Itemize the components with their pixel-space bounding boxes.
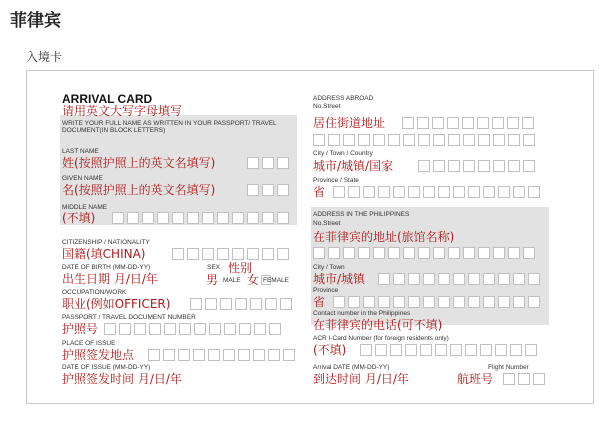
acr-boxes[interactable] (360, 344, 537, 356)
flight-number-note: 航班号 (457, 372, 494, 386)
place-of-issue-note: 护照签发地点 (62, 348, 135, 362)
occupation-label: OCCUPATION/WORK (62, 289, 127, 296)
female-label: FEMALE (263, 277, 290, 284)
sex-label: SEX (207, 264, 221, 271)
passport-number-label: PASSPORT / TRAVEL DOCUMENT NUMBER (62, 314, 196, 321)
address-abroad-province-note: 省 (313, 185, 326, 199)
occupation-note: 职业(例如OFFICER) (62, 297, 171, 311)
address-abroad-label: ADDRESS ABROAD (313, 95, 374, 102)
flight-number-label: Flight Number (488, 364, 529, 371)
dob-note: 出生日期 月/日/年 (62, 272, 158, 286)
citizenship-note: 国籍(填CHINA) (62, 247, 146, 261)
place-of-issue-label: PLACE OF ISSUE (62, 340, 116, 347)
ph-address-street-boxes[interactable] (313, 247, 535, 259)
name-instruction: WRITE YOUR FULL NAME AS WRITTEN IN YOUR PASSPORT/ TRAVEL DOCUMENT(IN BLOCK LETTERS) (62, 120, 277, 134)
passport-number-boxes[interactable] (104, 323, 281, 335)
given-name-boxes[interactable] (247, 184, 289, 196)
given-name-note: 名(按照护照上的英文名填写) (62, 183, 216, 197)
address-abroad-city-label: City / Town / Country (313, 150, 373, 157)
date-of-issue-note: 护照签发时间 月/日/年 (62, 372, 182, 386)
address-abroad-city-note: 城市/城镇/国家 (313, 159, 394, 173)
male-note: 男 (206, 273, 219, 287)
acr-label: ACR I-Card Number (for foreign residents only) (313, 335, 449, 342)
address-abroad-city-boxes[interactable] (418, 160, 535, 172)
address-abroad-street-boxes[interactable] (402, 117, 534, 129)
citizenship-label: CITIZENSHIP / NATIONALITY (62, 239, 150, 246)
ph-address-label: ADDRESS IN THE PHILIPPINES (313, 211, 410, 218)
contact-number-note: 在菲律宾的电话(可不填) (313, 318, 443, 332)
ph-city-note: 城市/城镇 (313, 272, 366, 286)
ph-province-note: 省 (313, 295, 326, 309)
address-abroad-street-label: No.Street (313, 103, 341, 110)
address-abroad-street-note: 居住街道地址 (313, 116, 386, 130)
ph-city-label: City / Town (313, 264, 345, 271)
arrival-date-label: Arrival DATE (MM-DD-YY) (313, 364, 390, 371)
contact-number-label: Contact number in the Philippines (313, 310, 411, 317)
passport-number-note: 护照号 (62, 322, 99, 336)
address-abroad-province-boxes[interactable] (333, 186, 540, 198)
address-abroad-province-label: Province / State (313, 177, 359, 184)
place-of-issue-boxes[interactable] (148, 349, 295, 361)
last-name-boxes[interactable] (247, 157, 289, 169)
ph-province-boxes[interactable] (333, 296, 540, 308)
female-note: 女 (247, 273, 260, 287)
middle-name-label: MIDDLE NAME (62, 204, 108, 211)
dob-label: DATE OF BIRTH (MM-DD-YY) (62, 264, 151, 271)
last-name-note: 姓(按照护照上的英文名填写) (62, 156, 216, 170)
address-abroad-street-boxes-row2[interactable] (313, 134, 535, 146)
ph-address-street-label: No.Street (313, 220, 341, 227)
last-name-label: LAST NAME (62, 148, 99, 155)
flight-number-boxes[interactable] (503, 373, 545, 385)
given-name-label: GIVEN NAME (62, 175, 103, 182)
occupation-boxes[interactable] (190, 298, 292, 310)
middle-name-note: (不填) (62, 211, 96, 225)
male-label: MALE (223, 277, 241, 284)
middle-name-boxes[interactable] (112, 212, 289, 224)
card-title: ARRIVAL CARD (62, 92, 153, 106)
arrival-date-note: 到达时间 月/日/年 (313, 372, 409, 386)
ph-city-boxes[interactable] (378, 273, 540, 285)
card-title-note: 请用英文大写字母填写 (62, 104, 183, 118)
page-title: 菲律宾 (10, 11, 61, 31)
date-of-issue-label: DATE OF ISSUE (MM-DD-YY) (62, 364, 151, 371)
citizenship-boxes[interactable] (172, 248, 289, 260)
acr-note: (不填) (313, 343, 347, 357)
ph-province-label: Province (313, 287, 339, 294)
page-subtitle: 入境卡 (26, 50, 63, 64)
sex-note: 性别 (228, 261, 253, 275)
ph-address-street-note: 在菲律宾的地址(旅馆名称) (313, 230, 455, 244)
